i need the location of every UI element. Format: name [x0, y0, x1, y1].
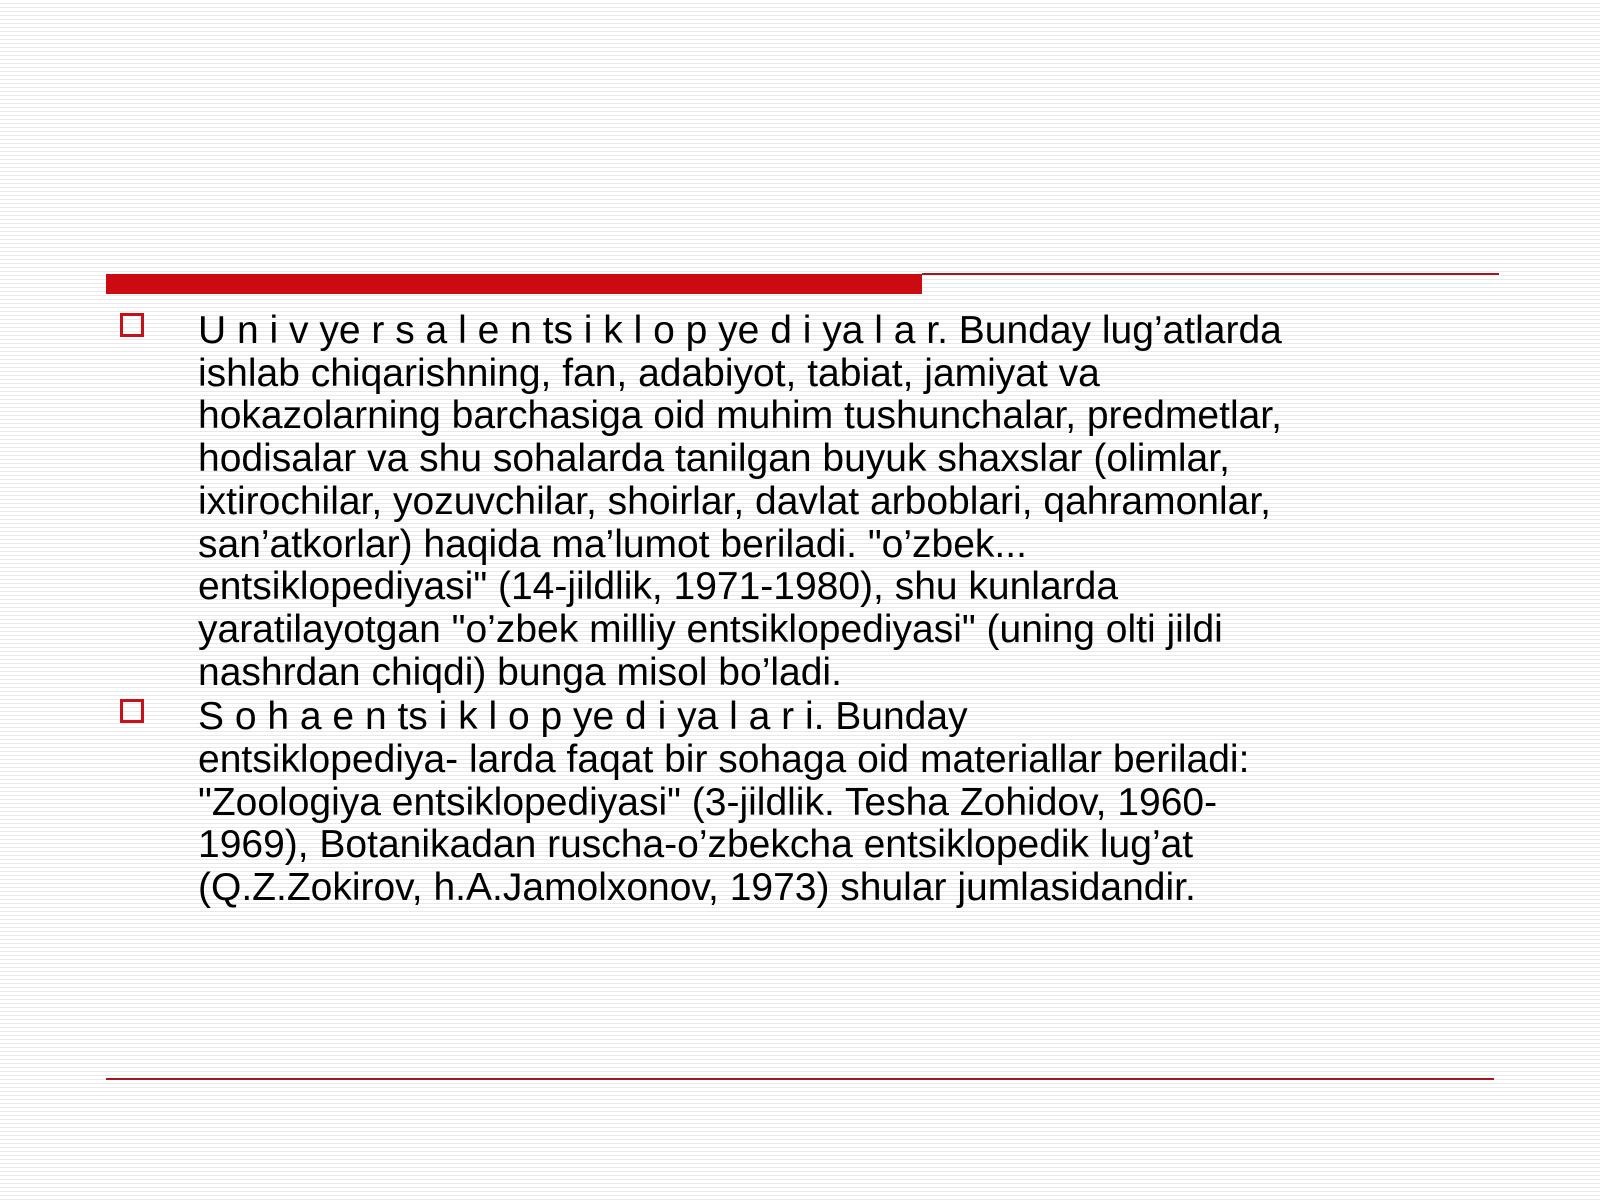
bullet-list	[118, 310, 1468, 912]
bullet-text: S o h a e n ts i k l o p ye d i ya l a r i. Bunday entsiklopediya- larda faqat bir sohaga oid materiallar beriladi: "Zoologiya entsiklopediyasi" (3-jildlik. Tesha Zohidov, 1960- 1969), Botanikadan ruscha-o’zbekcha entsiklopedik lug’at (Q.Z.Zokirov, h.A.Jamolxonov, 1973) shular jumlasidandir.	[198, 695, 1250, 910]
top-divider-line	[922, 273, 1499, 275]
bullet-text: U n i v ye r s a l e n ts i k l o p ye d i ya l a r. Bunday lug’atlarda ishlab chiqarishning, fan, adabiyot, tabiat, jamiyat va hokazolarning barchasiga oid muhim tushunchalar, predmetlar, hodisalar va shu sohalarda tanilgan buyuk shaxslar (olimlar, ixtirochilar, yozuvchilar, shoirlar, davlat arboblari, qahramonlar, san’atkorlar) haqida ma’lumot beriladi. "o’zbek... entsiklopediyasi" (14-jildlik, 1971-1980), shu kunlarda yaratilayotgan "o’zbek milliy entsiklopediyasi" (uning olti jildi nashrdan chiqdi) bunga misol bo’ladi.	[198, 309, 1282, 694]
hollow-square-bullet-icon	[120, 313, 144, 337]
bullet-item-field-encyclopedias	[118, 696, 1468, 910]
bullet-item-universal-encyclopedias	[118, 310, 1468, 694]
top-accent-bar	[106, 274, 922, 294]
bottom-divider-line	[106, 1078, 1494, 1080]
hollow-square-bullet-icon	[120, 699, 144, 723]
